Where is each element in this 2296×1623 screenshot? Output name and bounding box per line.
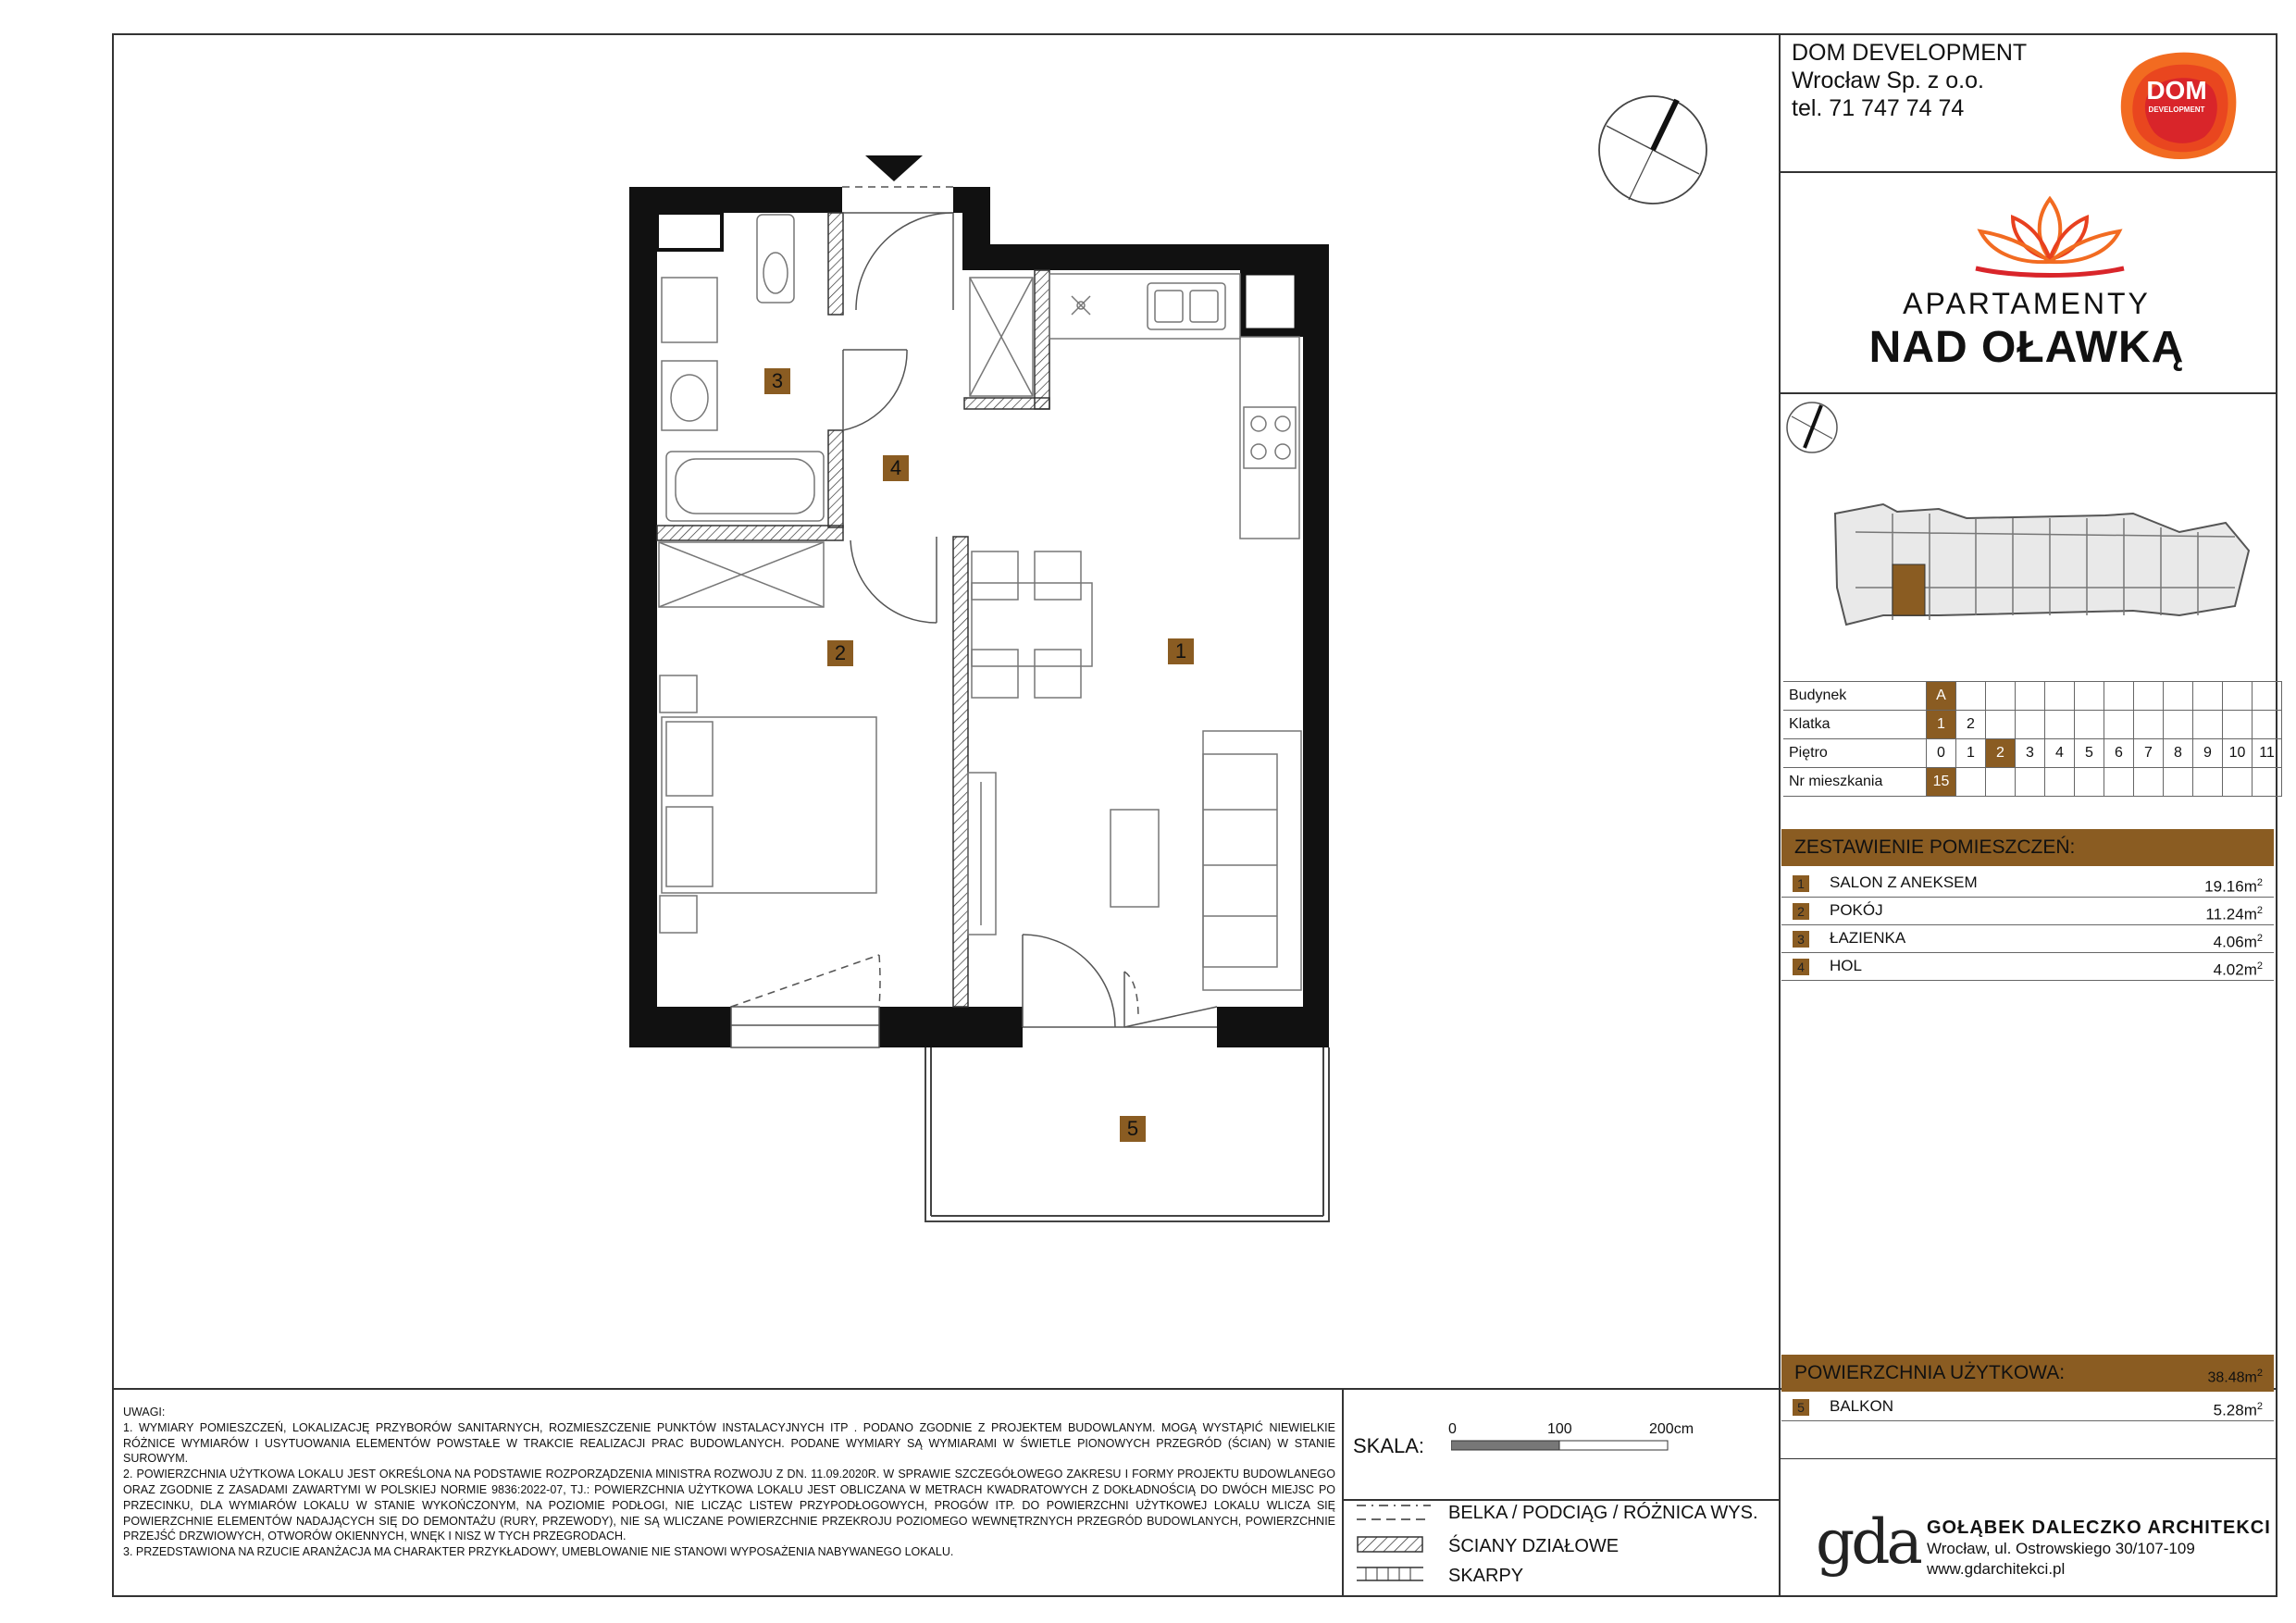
dom-logo-sub: DEVELOPMENT [2148, 105, 2205, 114]
company-name: DOM DEVELOPMENT [1792, 40, 2028, 66]
row-label: Piętro [1783, 739, 1927, 768]
entrance-door [842, 155, 953, 310]
notes [123, 1405, 1335, 1560]
scale-label: SKALA: [1353, 1434, 1425, 1457]
floor-plan [611, 139, 1351, 1249]
room-tag-2: 2 [827, 640, 853, 666]
legend-beam: BELKA / PODCIĄG / RÓŻNICA WYS. [1448, 1503, 1758, 1523]
room-tag-1: 1 [1168, 638, 1194, 664]
interior-doors [843, 350, 937, 623]
brand-divider [1779, 392, 2277, 394]
legend-slope: SKARPY [1448, 1566, 1524, 1586]
lotus-icon [1962, 190, 2138, 278]
room-row-3 [1781, 924, 2274, 953]
cell: 15 [1927, 768, 1956, 797]
area-value: 19.16m [2204, 877, 2257, 896]
scale-tick-200: 200cm [1649, 1421, 1694, 1437]
cell: 10 [2223, 739, 2253, 768]
cell [2223, 711, 2253, 739]
notes-divider [1342, 1388, 1344, 1597]
partition-wall-legend-icon [1357, 1536, 1423, 1553]
architect-address: Wrocław, ul. Ostrowskiego 30/107-109 [1927, 1540, 2195, 1557]
cell [2223, 768, 2253, 797]
room-name: POKÓJ [1830, 901, 1883, 919]
cell: 1 [1956, 739, 1986, 768]
legend-partition: ŚCIANY DZIAŁOWE [1448, 1536, 1620, 1556]
cell [2045, 682, 2075, 711]
north-arrow-icon [1595, 93, 1710, 207]
cell [2016, 711, 2045, 739]
room-num: 4 [1793, 959, 1809, 975]
dom-logo-text: DOM [2146, 76, 2207, 105]
project-name-line2: NAD OŁAWKĄ [1868, 323, 2185, 372]
row-budynek [1783, 682, 2282, 711]
note-3: 3. PRZEDSTAWIONA NA RZUCIE ARANŻACJA MA CHARAKTER PRZYKŁADOWY, UMEBLOWANIE NIE STANOWI WYPOSAŻENIA NABYWANEGO LOKALU. [123, 1545, 954, 1559]
company-sub: Wrocław Sp. z o.o. [1792, 68, 1984, 93]
location-table [1783, 681, 2282, 797]
area-unit: 2 [2256, 905, 2263, 916]
area-value: 11.24m [2205, 905, 2257, 923]
slope-legend-icon [1357, 1566, 1423, 1582]
cell [1956, 768, 1986, 797]
area-value: 5.28m [2213, 1401, 2257, 1419]
architect-name: GOŁĄBEK DALECZKO ARCHITEKCI [1927, 1518, 2271, 1538]
area-unit: 2 [2256, 877, 2263, 888]
row-label: Klatka [1783, 711, 1927, 739]
cell [2253, 682, 2282, 711]
cell [2104, 682, 2134, 711]
cell [2045, 768, 2075, 797]
usable-area-number: 38.48m [2207, 1369, 2257, 1386]
cell: 2 [1986, 739, 2016, 768]
cell: 3 [2016, 739, 2045, 768]
cell [2164, 768, 2193, 797]
cell: 2 [1956, 711, 1986, 739]
project-name-line1: APARTAMENTY [1903, 287, 2151, 320]
area-value: 4.06m [2213, 933, 2257, 951]
area-unit: 2 [2256, 933, 2263, 944]
beam-legend-icon [1357, 1501, 1431, 1525]
bedroom-furniture [660, 675, 876, 933]
key-plan-icon [1828, 495, 2253, 634]
usable-area-value [2208, 1355, 2264, 1396]
room-name: HOL [1830, 957, 1862, 974]
room-tag-4: 4 [883, 455, 909, 481]
room-tag-3: 3 [764, 368, 790, 394]
architect-mark: gda [1816, 1506, 1919, 1578]
cell: 11 [2253, 739, 2282, 768]
room-row-1 [1781, 869, 2274, 898]
bathroom-fixtures [659, 215, 824, 607]
row-klatka [1783, 711, 2282, 739]
area-unit: 2 [2256, 1401, 2263, 1412]
room-name: ŁAZIENKA [1830, 929, 1906, 947]
usable-area-title: POWIERZCHNIA UŻYTKOWA: [1794, 1362, 2066, 1383]
cell: 4 [2045, 739, 2075, 768]
row-nr-mieszkania [1783, 768, 2282, 797]
cell [2193, 768, 2223, 797]
living-furniture [968, 731, 1301, 990]
company-phone: tel. 71 747 74 74 [1792, 95, 1965, 121]
cell: 5 [2075, 739, 2104, 768]
cell [2193, 682, 2223, 711]
cell: 7 [2134, 739, 2164, 768]
notes-title: UWAGI: [123, 1406, 166, 1419]
exterior-walls [629, 187, 1329, 1047]
dom-logo [2112, 46, 2241, 165]
cell [2164, 682, 2193, 711]
cell [2016, 682, 2045, 711]
balcony-divider [1779, 1458, 2277, 1459]
cell [1986, 682, 2016, 711]
cell [2104, 768, 2134, 797]
room-num: 5 [1793, 1399, 1809, 1416]
cell: 8 [2164, 739, 2193, 768]
shaft-kitchen [1245, 274, 1296, 329]
sidebar-divider [1779, 33, 1781, 1597]
area-unit: 2 [2256, 960, 2263, 972]
scale-tick-0: 0 [1448, 1421, 1457, 1437]
cell [1986, 711, 2016, 739]
cell: 0 [1927, 739, 1956, 768]
cell [2104, 711, 2134, 739]
room-area [2214, 952, 2263, 985]
row-pietro [1783, 739, 2282, 768]
note-2: 2. POWIERZCHNIA UŻYTKOWA LOKALU JEST OKREŚLONA NA PODSTAWIE ROZPORZĄDZENIA MINISTRA ROZWOJU Z DN. 11.09.2020R. W SPRAWIE SZCZEGÓŁOWEGO ZAKRESU I FORMY PROJEKTU BUDOWLANEGO ORAZ ZGODNIE Z ZASADAMI ZAWARTYMI W POLSKIEJ NORMIE 9836:2022-07, TJ.: POWIERZCHNIA UŻYTKOWA LOKALU JEST OBLICZANA W METRACH KWADRATOWYCH Z DOKŁADNOŚCIĄ DO DWÓCH MIEJSC PO PRZECINKU, DLA WYMIARÓW LOKALU W STANIE WYKOŃCZONYM, NA POZIOMIE PODŁOGI, NIE LICZĄC LISTEW PRZYPODŁOGOWYCH, PROGÓW ITP. DO POWIERZCHNI UŻYTKOWEJ LOKALU WLICZA SIĘ POWIERZCHNIE ELEMENTÓW NADAJĄCYCH SIĘ DO DEMONTAŻU (RURY, PRZEWODY), NIE SĄ WLICZANE POWIERZCHNIE PRZEKROJU POZIOMEGO WEWNĘTRZNYCH PRZEGRÓD BUDOWLANYCH, POWIERZCHNIE PRZEJŚĆ DRZWIOWYCH, OTWORÓW OKIENNYCH, WNĘK I NISZ W TYCH PRZEGRODACH. [123, 1468, 1335, 1543]
header-divider [1779, 171, 2277, 173]
cell [2075, 682, 2104, 711]
cell [2134, 768, 2164, 797]
cell [2253, 711, 2282, 739]
room-area [2214, 1393, 2263, 1425]
room-name: SALON Z ANEKSEM [1830, 873, 1978, 891]
room-name: BALKON [1830, 1397, 1893, 1415]
cell: A [1927, 682, 1956, 711]
cell [2223, 682, 2253, 711]
area-value: 4.02m [2213, 960, 2257, 979]
cell [2134, 682, 2164, 711]
shaft-bathroom [657, 213, 722, 250]
room-num: 3 [1793, 931, 1809, 948]
room-row-4 [1781, 952, 2274, 981]
room-num: 2 [1793, 903, 1809, 920]
cell [2164, 711, 2193, 739]
cell [2016, 768, 2045, 797]
room-row-2 [1781, 897, 2274, 925]
row-label: Budynek [1783, 682, 1927, 711]
cell [2193, 711, 2223, 739]
dining-set [972, 551, 1092, 698]
room-tag-5: 5 [1120, 1116, 1146, 1142]
cell: 6 [2104, 739, 2134, 768]
cell: 9 [2193, 739, 2223, 768]
cell [2134, 711, 2164, 739]
room-num: 1 [1793, 875, 1809, 892]
cell [2075, 768, 2104, 797]
row-label: Nr mieszkania [1783, 768, 1927, 797]
cell: 1 [1927, 711, 1956, 739]
cell [2075, 711, 2104, 739]
note-1: 1. WYMIARY POMIESZCZEŃ, LOKALIZACJĘ PRZYBORÓW SANITARNYCH, ROZMIESZCZENIE PUNKTÓW INSTALACYJNYCH ITP . PODANO ZGODNIE Z PROJEKTEM BUDOWLANYM. MOGĄ WYSTĄPIĆ NIEWIELKIE RÓŻNICE WYMIARÓW I USYTUOWANIA ELEMENTÓW POWSTAŁE W TRAKCIE REALIZACJI PRAC BUDOWLANYCH. PODANE WYMIARY SĄ WYMIARAMI W ŚWIETLE PIONOWYCH PRZEGRÓD (ŚCIAN) W STANIE SUROWYM. [123, 1420, 1335, 1466]
compass-small-icon [1784, 400, 1840, 455]
partition-walls [657, 213, 1049, 1007]
cell [1986, 768, 2016, 797]
balcony-row [1781, 1393, 2274, 1421]
usable-area-bar [1781, 1355, 2274, 1392]
scale-tick-100: 100 [1547, 1421, 1572, 1437]
cell [2045, 711, 2075, 739]
architect-web: www.gdarchitekci.pl [1927, 1560, 2066, 1578]
scale-bar [1451, 1440, 1673, 1451]
rooms-section-title: ZESTAWIENIE POMIESZCZEŃ: [1781, 829, 2274, 866]
cell [2253, 768, 2282, 797]
cell [1956, 682, 1986, 711]
usable-area-unit: 2 [2256, 1368, 2263, 1379]
